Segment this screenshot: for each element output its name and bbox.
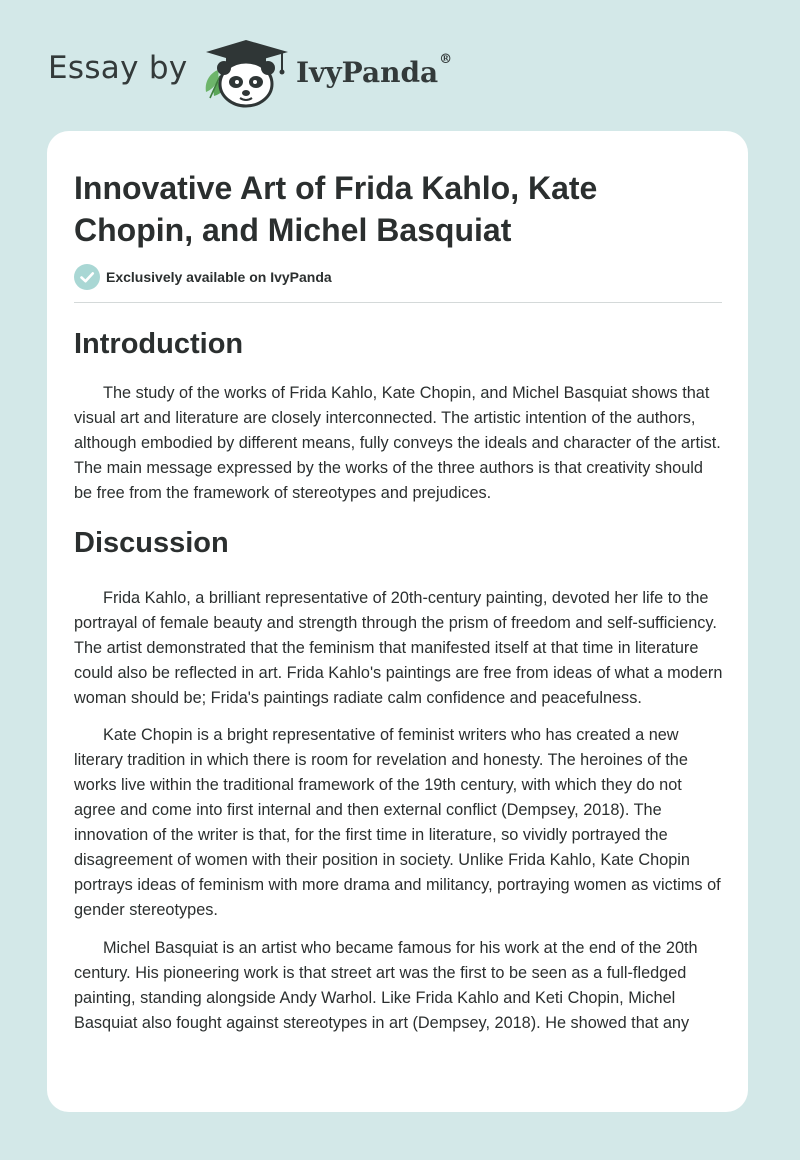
badge-text: Exclusively available on IvyPanda — [106, 269, 332, 285]
brand-text: IvyPanda — [296, 56, 439, 89]
registered-mark: ® — [439, 52, 453, 67]
essay-by-label: Essay by — [48, 50, 188, 86]
paragraph: The study of the works of Frida Kahlo, Kate Chopin, and Michel Basquiat shows that visual art and literature are closely interconnected. The artistic intention of the authors, although embodied by different means, fully conveys the ideals and character of the artist. The main message expressed by the works of the three authors is that creativity should be free from the framework of stereotypes and prejudices. — [74, 384, 721, 502]
check-circle-icon — [74, 264, 100, 290]
essay-title: Innovative Art of Frida Kahlo, Kate Chopin, and Michel Basquiat — [74, 170, 598, 248]
site-header — [0, 0, 800, 130]
panda-logo-icon[interactable] — [200, 36, 292, 110]
section-heading-discussion: Discussion — [74, 527, 229, 559]
exclusive-badge — [74, 264, 332, 290]
essay-body — [74, 324, 724, 1036]
brand-name[interactable] — [296, 52, 453, 89]
essay-card — [47, 131, 748, 1112]
paragraph: Michel Basquiat is an artist who became famous for his work at the end of the 20th century. His pioneering work is that street art was the first to be seen as a full-fledged painting, standing alongside Andy Warhol. Like Frida Kahlo and Keti Chopin, Michel Basquiat also fought against stereotypes in art (Dempsey, 2018). He showed that any — [74, 939, 698, 1032]
section-heading-introduction: Introduction — [74, 328, 244, 360]
paragraph: Frida Kahlo, a brilliant representative of 20th-century painting, devoted her life to the portrayal of female beauty and strength through the prism of freedom and self-sufficiency. The artist demonstrated that the feminism that manifested itself at that time in literature could also be reflected in art. Frida Kahlo's paintings are free from ideas of what a modern woman should be; Frida's paintings radiate calm confidence and peacefulness. — [74, 589, 723, 707]
paragraph: Kate Chopin is a bright representative of feminist writers who has created a new literary tradition in which there is room for revelation and honesty. The heroines of the works live within the traditional framework of the 19th century, with which they do not agree and come into first internal and then external conflict (Dempsey, 2018). The innovation of the writer is that, for the first time in literature, so vividly portrayed the disagreement of women with their position in society. Unlike Frida Kahlo, Kate Chopin portrays ideas of feminism with more drama and militancy, portraying women as victims of gender stereotypes. — [74, 726, 721, 919]
divider — [74, 302, 722, 303]
